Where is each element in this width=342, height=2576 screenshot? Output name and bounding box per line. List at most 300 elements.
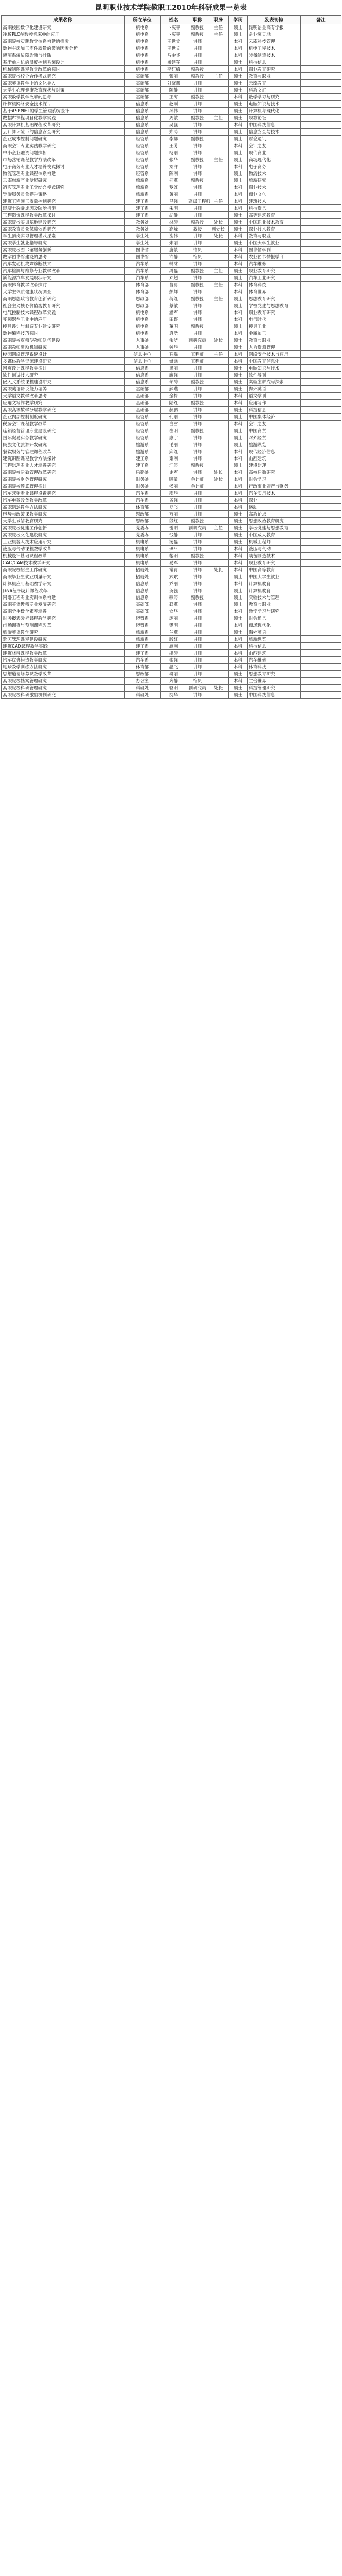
note-cell [301,73,341,80]
title-cell: 应用文写作教学研究 [2,400,125,407]
name-cell: 白雪 [161,421,187,427]
unit-cell: 信息系 [125,379,161,386]
journal-cell: 汽车维修 [248,261,301,268]
degree-cell: 本科 [229,421,248,427]
degree-cell: 本科 [229,261,248,268]
post-cell [208,421,229,427]
title-cell: 高职院校实践教学体系构建的探索 [2,38,125,45]
note-cell [301,497,341,504]
degree-cell: 硕士 [229,573,248,580]
title-cell: 工业机器人技术应用研究 [2,539,125,546]
unit-cell: 办公室 [125,678,161,685]
table-body [2,24,341,699]
rank-cell: 讲师 [187,664,208,671]
unit-cell: 基础部 [125,608,161,615]
journal-cell: 图书馆学刊 [248,247,301,254]
rank-cell: 讲师 [187,511,208,518]
title-cell: 市场调查与预测课程改革 [2,622,125,629]
note-cell [301,115,341,122]
name-cell: 罗红 [161,184,187,191]
note-cell [301,184,341,191]
unit-cell: 基础部 [125,94,161,101]
table-row [2,268,341,275]
journal-cell: 商业文化 [248,191,301,198]
note-cell [301,323,341,330]
post-cell [208,657,229,664]
unit-cell: 机电系 [125,323,161,330]
degree-cell: 本科 [229,650,248,657]
table-row [2,24,341,31]
post-cell [208,511,229,518]
title-cell: 云计算环境下的信息安全研究 [2,129,125,136]
note-cell [301,483,341,490]
note-cell [301,219,341,226]
title-cell: 高职学生就业指导研究 [2,240,125,247]
title-cell: 民族文化旅游开发研究 [2,441,125,448]
note-cell [301,692,341,699]
rank-cell: 讲师 [187,122,208,129]
column-header: 职称 [187,16,208,24]
name-cell: 赵刚 [161,101,187,108]
journal-cell: 中国大学生就业 [248,573,301,580]
table-row [2,462,341,469]
rank-cell: 讲师 [187,622,208,629]
note-cell [301,407,341,414]
name-cell: 温飞 [161,664,187,671]
note-cell [301,421,341,427]
post-cell: 处长 [208,567,229,573]
unit-cell: 机电系 [125,553,161,560]
name-cell: 陈静 [161,87,187,94]
table-row [2,177,341,184]
post-cell [208,587,229,594]
note-cell [301,288,341,295]
degree-cell: 本科 [229,636,248,643]
note-cell [301,302,341,309]
title-cell: 机械制图课程教学改革的探讨 [2,66,125,73]
post-cell [208,323,229,330]
note-cell [301,31,341,38]
rank-cell: 讲师 [187,191,208,198]
journal-cell: 机械工程师 [248,539,301,546]
rank-cell: 讲师 [187,650,208,657]
note-cell [301,386,341,393]
rank-cell: 讲师 [187,448,208,455]
table-row [2,650,341,657]
note-cell [301,177,341,184]
degree-cell: 本科 [229,469,248,476]
title-cell: 大学生心理健康教育现状与对策 [2,87,125,94]
column-header: 学历 [229,16,248,24]
post-cell: 主任 [208,268,229,275]
name-cell: 邓超 [161,275,187,282]
name-cell: 施刚 [161,643,187,650]
table-row [2,580,341,587]
rank-cell: 副研究员 [187,525,208,532]
unit-cell: 基础部 [125,386,161,393]
title-cell: 高职院校财务管理研究 [2,476,125,483]
title-cell: 工程造价课程教学改革探讨 [2,212,125,219]
degree-cell: 本科 [229,142,248,149]
journal-cell: 中国商贸 [248,427,301,434]
degree-cell: 硕士 [229,685,248,692]
unit-cell: 机电系 [125,52,161,59]
name-cell: 杨丽 [161,149,187,156]
name-cell: 曹勇 [161,282,187,288]
name-cell: 胡静 [161,212,187,219]
note-cell [301,539,341,546]
note-cell [301,393,341,400]
degree-cell: 硕士 [229,427,248,434]
journal-cell: 兰台世界 [248,678,301,685]
table-row [2,546,341,553]
rank-cell: 讲师 [187,504,208,511]
rank-cell: 讲师 [187,309,208,316]
degree-cell: 硕士 [229,525,248,532]
journal-cell: 中国教育信息化 [248,358,301,365]
note-cell [301,38,341,45]
table-row [2,657,341,664]
rank-cell: 讲师 [187,80,208,87]
unit-cell: 信息中心 [125,358,161,365]
title-cell: 高职英语听说能力培养 [2,386,125,393]
journal-cell: 海外英语 [248,386,301,393]
post-cell [208,170,229,177]
note-cell [301,275,341,282]
journal-cell: 职业 [248,497,301,504]
note-cell [301,170,341,177]
table-row [2,379,341,386]
journal-cell: 金属加工 [248,330,301,337]
unit-cell: 信息系 [125,580,161,587]
name-cell: 杨建军 [161,59,187,66]
note-cell [301,295,341,302]
name-cell: 文华 [161,608,187,615]
journal-cell: 职业教育研究 [248,268,301,275]
journal-cell: 海外英语 [248,629,301,636]
table-row [2,560,341,567]
note-cell [301,573,341,580]
note-cell [301,337,341,344]
table-row [2,421,341,427]
note-cell [301,685,341,692]
note-cell [301,580,341,587]
unit-cell: 思政部 [125,518,161,525]
post-cell [208,594,229,601]
journal-cell: 教育与职业 [248,337,301,344]
post-cell: 处长 [208,469,229,476]
page-title: 昆明职业技术学院教职工2010年科研成果一览表 [95,3,247,12]
post-cell [208,615,229,622]
degree-cell: 本科 [229,254,248,261]
table-row [2,142,341,149]
table-row [2,469,341,476]
post-cell [208,622,229,629]
table-row [2,671,341,678]
note-cell [301,567,341,573]
post-cell [208,108,229,115]
name-cell: 殷红 [161,636,187,643]
post-cell [208,205,229,212]
rank-cell: 讲师 [187,580,208,587]
title-cell: 高职院校招生工作研究 [2,567,125,573]
degree-cell: 本科 [229,490,248,497]
degree-cell: 硕士 [229,462,248,469]
table-header-row [2,16,341,24]
post-cell [208,129,229,136]
table-row [2,101,341,108]
rank-cell: 讲师 [187,372,208,379]
table-row [2,288,341,295]
degree-cell: 本科 [229,400,248,407]
journal-cell: 电子商务 [248,163,301,170]
note-cell [301,414,341,421]
table-row [2,282,341,288]
rank-cell: 讲师 [187,59,208,66]
rank-cell: 讲师 [187,643,208,650]
degree-cell: 本科 [229,546,248,553]
post-cell [208,358,229,365]
note-cell [301,379,341,386]
journal-cell: 中国成人教育 [248,532,301,539]
unit-cell: 经管系 [125,163,161,170]
table-row [2,567,341,573]
post-cell [208,407,229,414]
unit-cell: 建工系 [125,643,161,650]
post-cell [208,414,229,421]
unit-cell: 图书馆 [125,254,161,261]
post-cell [208,393,229,400]
rank-cell: 讲师 [187,497,208,504]
note-cell [301,441,341,448]
degree-cell: 硕士 [229,115,248,122]
post-cell [208,142,229,149]
title-cell: 机械设计基础课程改革 [2,553,125,560]
journal-cell: 科技信息 [248,407,301,414]
degree-cell: 硕士 [229,177,248,184]
unit-cell: 经管系 [125,427,161,434]
journal-cell: 建筑技术 [248,198,301,205]
rank-cell: 讲师 [187,52,208,59]
table-row [2,525,341,532]
note-cell [301,142,341,149]
degree-cell: 本科 [229,504,248,511]
journal-cell: 中国高等教育 [248,567,301,573]
rank-cell: 讲师 [187,615,208,622]
rank-cell: 讲师 [187,261,208,268]
table-row [2,601,341,608]
degree-cell: 本科 [229,52,248,59]
table-row [2,66,341,73]
rank-cell: 讲师 [187,601,208,608]
unit-cell: 旅游系 [125,629,161,636]
table-row [2,226,341,233]
journal-cell: 数学学习与研究 [248,608,301,615]
note-cell [301,587,341,594]
journal-cell: 网络安全技术与应用 [248,351,301,358]
title-cell: 高职思想政治教育创新研究 [2,295,125,302]
unit-cell: 基础部 [125,87,161,94]
name-cell: 董明 [161,323,187,330]
unit-cell: 党委办 [125,532,161,539]
rank-cell: 讲师 [187,567,208,573]
post-cell [208,671,229,678]
rank-cell: 讲师 [187,163,208,170]
rank-cell: 讲师 [187,455,208,462]
post-cell [208,177,229,184]
post-cell [208,455,229,462]
title-cell: 市场营销课程教学方法改革 [2,156,125,163]
rank-cell: 副教授 [187,282,208,288]
rank-cell: 讲师 [187,434,208,441]
unit-cell: 经管系 [125,434,161,441]
rank-cell: 副教授 [187,268,208,275]
note-cell [301,87,341,94]
journal-cell: 语文学刊 [248,393,301,400]
unit-cell: 思政部 [125,671,161,678]
name-cell: 骆明 [161,685,187,692]
unit-cell: 教务处 [125,226,161,233]
title-cell: 大学语文教学改革思考 [2,393,125,400]
name-cell: 沈华 [161,692,187,699]
unit-cell: 旅游系 [125,636,161,643]
journal-cell: 财会学习 [248,476,301,483]
unit-cell: 基础部 [125,601,161,608]
rank-cell: 讲师 [187,330,208,337]
post-cell [208,560,229,567]
post-cell [208,66,229,73]
unit-cell: 招就处 [125,573,161,580]
post-cell [208,80,229,87]
degree-cell: 硕士 [229,226,248,233]
degree-cell: 硕士 [229,511,248,518]
note-cell [301,261,341,268]
rank-cell: 讲师 [187,532,208,539]
degree-cell: 本科 [229,448,248,455]
unit-cell: 汽车系 [125,275,161,282]
title-cell: 计算机网络安全技术探讨 [2,101,125,108]
name-cell: 钱静 [161,532,187,539]
name-cell: 马强 [161,198,187,205]
name-cell: 何燕 [161,177,187,184]
journal-cell: 职业技术 [248,184,301,191]
journal-cell: 计算机教育 [248,587,301,594]
unit-cell: 机电系 [125,45,161,52]
unit-cell: 经管系 [125,142,161,149]
degree-cell: 本科 [229,622,248,629]
unit-cell: 学生处 [125,240,161,247]
title-cell: 连锁经营管理专业建设研究 [2,427,125,434]
unit-cell: 机电系 [125,539,161,546]
unit-cell: 机电系 [125,330,161,337]
journal-cell: 信息安全与技术 [248,129,301,136]
degree-cell: 硕士 [229,692,248,699]
name-cell: 韩冰 [161,261,187,268]
title-cell: 高职院校档案管理研究 [2,678,125,685]
journal-cell: 教育与职业 [248,601,301,608]
note-cell [301,400,341,407]
title-cell: 浅析PLC在数控机床中的应用 [2,31,125,38]
name-cell: 邵华 [161,490,187,497]
table-row [2,539,341,546]
post-cell [208,539,229,546]
degree-cell: 本科 [229,316,248,323]
title-cell: 高职院校校企合作模式研究 [2,73,125,80]
name-cell: 樊明 [161,622,187,629]
degree-cell: 硕士 [229,386,248,393]
rank-cell: 馆员 [187,247,208,254]
rank-cell: 会计师 [187,476,208,483]
post-cell [208,504,229,511]
title-cell: 企业内部控制制度研究 [2,414,125,421]
note-cell [301,678,341,685]
post-cell [208,386,229,393]
journal-cell: 实验技术与管理 [248,594,301,601]
unit-cell: 基础部 [125,80,161,87]
degree-cell: 本科 [229,553,248,560]
note-cell [301,636,341,643]
name-cell: 蒋红 [161,295,187,302]
degree-cell: 硕士 [229,365,248,372]
journal-cell: 职业教育研究 [248,309,301,316]
post-cell: 主任 [208,295,229,302]
table-row [2,219,341,226]
unit-cell: 旅游系 [125,441,161,448]
unit-cell: 汽车系 [125,268,161,275]
rank-cell: 讲师 [187,490,208,497]
title-cell: 酒店管理专业工学结合模式研究 [2,184,125,191]
title-cell: 高职教师激励机制研究 [2,344,125,351]
name-cell: 兰燕 [161,629,187,636]
note-cell [301,664,341,671]
degree-cell: 硕士 [229,441,248,448]
post-cell [208,163,229,170]
degree-cell: 硕士 [229,136,248,142]
post-cell: 处长 [208,337,229,344]
post-cell [208,302,229,309]
table-row [2,45,341,52]
table-row [2,372,341,379]
unit-cell: 人事处 [125,344,161,351]
unit-cell: 机电系 [125,38,161,45]
title-cell: 学生顶岗实习管理模式探索 [2,233,125,240]
degree-cell: 硕士 [229,275,248,282]
journal-cell: 机电工程技术 [248,45,301,52]
name-cell: 侯丽 [161,483,187,490]
journal-cell: 人力资源管理 [248,344,301,351]
journal-cell: 思想教育研究 [248,671,301,678]
post-cell [208,650,229,657]
rank-cell: 工程师 [187,351,208,358]
note-cell [301,205,341,212]
degree-cell: 硕士 [229,87,248,94]
degree-cell: 本科 [229,678,248,685]
title-cell: 企业成本控制问题研究 [2,136,125,142]
note-cell [301,358,341,365]
degree-cell: 本科 [229,198,248,205]
name-cell: 张华 [161,156,187,163]
journal-cell: 商场现代化 [248,622,301,629]
name-cell: 冯磊 [161,268,187,275]
post-cell [208,275,229,282]
title-cell: 软件测试技术研究 [2,372,125,379]
table-row [2,87,341,94]
degree-cell: 本科 [229,38,248,45]
note-cell [301,282,341,288]
name-cell: 庞丽 [161,615,187,622]
table-row [2,448,341,455]
table-row [2,59,341,66]
